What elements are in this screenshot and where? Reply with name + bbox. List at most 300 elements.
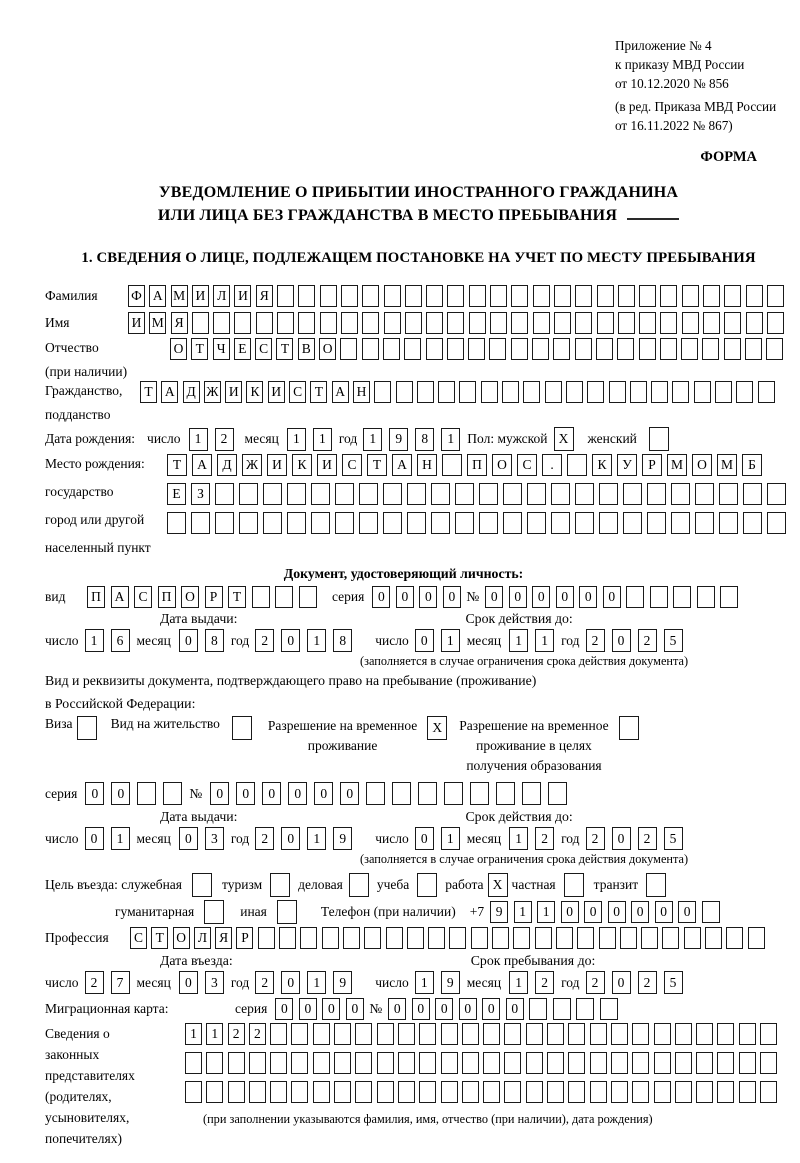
char-cell[interactable]: Т xyxy=(310,381,327,403)
char-cell[interactable] xyxy=(724,285,741,307)
purpose-study-checkbox[interactable] xyxy=(417,873,437,897)
char-cell[interactable] xyxy=(277,312,294,334)
birth-place-cells-row3[interactable] xyxy=(167,512,791,534)
char-cell[interactable] xyxy=(334,1052,351,1074)
char-cell[interactable]: 0 xyxy=(482,998,500,1020)
char-cell[interactable] xyxy=(258,927,275,949)
char-cell[interactable] xyxy=(279,927,296,949)
char-cell[interactable]: Т xyxy=(228,586,246,608)
char-cell[interactable]: П xyxy=(158,586,176,608)
char-cell[interactable]: 2 xyxy=(586,827,605,850)
char-cell[interactable] xyxy=(313,1081,330,1103)
char-cell[interactable]: 1 xyxy=(185,1023,202,1045)
char-cell[interactable] xyxy=(362,285,379,307)
char-cell[interactable] xyxy=(239,512,258,534)
char-cell[interactable]: С xyxy=(130,927,147,949)
char-cell[interactable] xyxy=(596,338,613,360)
char-cell[interactable]: 5 xyxy=(664,827,683,850)
char-cell[interactable] xyxy=(426,338,443,360)
char-cell[interactable] xyxy=(355,1023,372,1045)
char-cell[interactable] xyxy=(767,285,784,307)
char-cell[interactable] xyxy=(291,1081,308,1103)
char-cell[interactable]: И xyxy=(225,381,242,403)
char-cell[interactable]: 0 xyxy=(612,827,631,850)
char-cell[interactable] xyxy=(568,1081,585,1103)
char-cell[interactable] xyxy=(554,312,571,334)
char-cell[interactable]: 0 xyxy=(556,586,574,608)
char-cell[interactable] xyxy=(684,927,701,949)
char-cell[interactable] xyxy=(617,338,634,360)
char-cell[interactable] xyxy=(654,1023,671,1045)
char-cell[interactable]: О xyxy=(492,454,512,476)
char-cell[interactable] xyxy=(647,483,666,505)
char-cell[interactable] xyxy=(696,1052,713,1074)
char-cell[interactable] xyxy=(419,1081,436,1103)
entry-year-cells[interactable] xyxy=(255,971,359,994)
legal-reps-cells-row1[interactable] xyxy=(185,1023,781,1045)
char-cell[interactable]: А xyxy=(161,381,178,403)
char-cell[interactable] xyxy=(483,1081,500,1103)
char-cell[interactable] xyxy=(462,1023,479,1045)
char-cell[interactable] xyxy=(547,1081,564,1103)
char-cell[interactable]: 9 xyxy=(490,901,508,923)
char-cell[interactable]: 0 xyxy=(584,901,602,923)
char-cell[interactable] xyxy=(215,512,234,534)
char-cell[interactable]: 9 xyxy=(441,971,460,994)
char-cell[interactable] xyxy=(717,1052,734,1074)
char-cell[interactable] xyxy=(362,338,379,360)
char-cell[interactable]: 1 xyxy=(307,629,326,652)
char-cell[interactable]: О xyxy=(692,454,712,476)
char-cell[interactable] xyxy=(547,1052,564,1074)
char-cell[interactable] xyxy=(447,285,464,307)
char-cell[interactable]: И xyxy=(128,312,145,334)
purpose-tourism-checkbox[interactable] xyxy=(270,873,290,897)
char-cell[interactable] xyxy=(287,483,306,505)
char-cell[interactable] xyxy=(681,338,698,360)
char-cell[interactable] xyxy=(335,512,354,534)
char-cell[interactable]: К xyxy=(292,454,312,476)
char-cell[interactable] xyxy=(398,1052,415,1074)
char-cell[interactable] xyxy=(206,1081,223,1103)
char-cell[interactable] xyxy=(313,1052,330,1074)
purpose-private-checkbox[interactable] xyxy=(564,873,584,897)
char-cell[interactable]: О xyxy=(181,586,199,608)
char-cell[interactable] xyxy=(767,512,786,534)
char-cell[interactable] xyxy=(682,285,699,307)
char-cell[interactable] xyxy=(249,1081,266,1103)
char-cell[interactable]: 0 xyxy=(459,998,477,1020)
char-cell[interactable] xyxy=(213,312,230,334)
char-cell[interactable]: 0 xyxy=(322,998,340,1020)
char-cell[interactable]: Е xyxy=(167,483,186,505)
char-cell[interactable]: Ч xyxy=(213,338,230,360)
char-cell[interactable]: П xyxy=(87,586,105,608)
char-cell[interactable] xyxy=(320,312,337,334)
char-cell[interactable] xyxy=(660,285,677,307)
char-cell[interactable]: 1 xyxy=(307,971,326,994)
char-cell[interactable]: В xyxy=(298,338,315,360)
char-cell[interactable]: 0 xyxy=(412,998,430,1020)
char-cell[interactable] xyxy=(215,483,234,505)
char-cell[interactable]: И xyxy=(268,381,285,403)
char-cell[interactable]: Т xyxy=(140,381,157,403)
char-cell[interactable] xyxy=(529,998,547,1020)
char-cell[interactable] xyxy=(438,381,455,403)
char-cell[interactable] xyxy=(291,1052,308,1074)
char-cell[interactable]: К xyxy=(592,454,612,476)
char-cell[interactable] xyxy=(384,312,401,334)
char-cell[interactable]: Ж xyxy=(204,381,221,403)
char-cell[interactable]: 0 xyxy=(443,586,461,608)
char-cell[interactable] xyxy=(553,338,570,360)
char-cell[interactable]: 0 xyxy=(655,901,673,923)
char-cell[interactable]: 1 xyxy=(537,901,555,923)
char-cell[interactable]: 0 xyxy=(485,586,503,608)
legal-reps-cells-row3[interactable] xyxy=(185,1081,781,1103)
char-cell[interactable] xyxy=(597,312,614,334)
char-cell[interactable] xyxy=(567,454,587,476)
char-cell[interactable] xyxy=(335,483,354,505)
legal-reps-cells-row2[interactable] xyxy=(185,1052,781,1074)
char-cell[interactable] xyxy=(694,381,711,403)
char-cell[interactable] xyxy=(459,381,476,403)
char-cell[interactable] xyxy=(566,381,583,403)
citizenship-cells[interactable] xyxy=(140,381,779,403)
char-cell[interactable] xyxy=(726,927,743,949)
char-cell[interactable]: 0 xyxy=(388,998,406,1020)
char-cell[interactable] xyxy=(469,285,486,307)
char-cell[interactable] xyxy=(660,312,677,334)
visa-checkbox[interactable] xyxy=(77,716,97,740)
char-cell[interactable]: М xyxy=(667,454,687,476)
char-cell[interactable] xyxy=(675,1023,692,1045)
char-cell[interactable]: 2 xyxy=(638,827,657,850)
char-cell[interactable]: Т xyxy=(367,454,387,476)
char-cell[interactable]: 0 xyxy=(506,998,524,1020)
char-cell[interactable]: 0 xyxy=(236,782,255,805)
char-cell[interactable] xyxy=(533,285,550,307)
char-cell[interactable] xyxy=(719,483,738,505)
char-cell[interactable] xyxy=(745,338,762,360)
char-cell[interactable] xyxy=(630,381,647,403)
right-issue-month-cells[interactable] xyxy=(179,827,231,850)
char-cell[interactable]: 2 xyxy=(586,971,605,994)
char-cell[interactable] xyxy=(703,312,720,334)
char-cell[interactable] xyxy=(705,927,722,949)
char-cell[interactable]: 2 xyxy=(255,827,274,850)
char-cell[interactable] xyxy=(695,512,714,534)
char-cell[interactable] xyxy=(554,285,571,307)
char-cell[interactable] xyxy=(441,1023,458,1045)
char-cell[interactable] xyxy=(587,381,604,403)
char-cell[interactable]: М xyxy=(149,312,166,334)
sex-female-checkbox[interactable] xyxy=(649,427,669,451)
char-cell[interactable] xyxy=(739,1052,756,1074)
char-cell[interactable] xyxy=(590,1081,607,1103)
char-cell[interactable] xyxy=(270,1081,287,1103)
char-cell[interactable]: 1 xyxy=(111,827,130,850)
char-cell[interactable] xyxy=(766,338,783,360)
phone-cells[interactable] xyxy=(490,901,725,923)
char-cell[interactable] xyxy=(743,483,762,505)
char-cell[interactable]: 2 xyxy=(638,971,657,994)
char-cell[interactable] xyxy=(600,998,618,1020)
char-cell[interactable] xyxy=(556,927,573,949)
char-cell[interactable] xyxy=(263,512,282,534)
char-cell[interactable] xyxy=(748,927,765,949)
purpose-transit-checkbox[interactable] xyxy=(646,873,666,897)
char-cell[interactable] xyxy=(479,512,498,534)
char-cell[interactable] xyxy=(746,312,763,334)
char-cell[interactable] xyxy=(675,1052,692,1074)
char-cell[interactable]: И xyxy=(234,285,251,307)
char-cell[interactable]: А xyxy=(111,586,129,608)
char-cell[interactable]: 0 xyxy=(419,586,437,608)
id-series-cells[interactable] xyxy=(372,586,466,608)
mig-series-cells[interactable] xyxy=(275,998,369,1020)
char-cell[interactable] xyxy=(696,1023,713,1045)
char-cell[interactable] xyxy=(526,1052,543,1074)
surname-cells[interactable] xyxy=(128,285,788,307)
char-cell[interactable] xyxy=(513,927,530,949)
char-cell[interactable] xyxy=(533,312,550,334)
char-cell[interactable] xyxy=(185,1052,202,1074)
char-cell[interactable] xyxy=(639,338,656,360)
char-cell[interactable]: М xyxy=(171,285,188,307)
char-cell[interactable] xyxy=(449,927,466,949)
char-cell[interactable] xyxy=(632,1081,649,1103)
char-cell[interactable] xyxy=(527,512,546,534)
char-cell[interactable]: Р xyxy=(236,927,253,949)
char-cell[interactable]: И xyxy=(267,454,287,476)
char-cell[interactable] xyxy=(715,381,732,403)
char-cell[interactable] xyxy=(341,285,358,307)
purpose-official-checkbox[interactable] xyxy=(192,873,212,897)
char-cell[interactable] xyxy=(551,512,570,534)
birth-year-cells[interactable] xyxy=(363,428,467,451)
char-cell[interactable]: 0 xyxy=(275,998,293,1020)
char-cell[interactable] xyxy=(455,483,474,505)
char-cell[interactable]: 0 xyxy=(281,827,300,850)
char-cell[interactable]: 8 xyxy=(333,629,352,652)
char-cell[interactable] xyxy=(407,927,424,949)
id-expiry-month-cells[interactable] xyxy=(509,629,561,652)
id-number-cells[interactable] xyxy=(485,586,744,608)
char-cell[interactable] xyxy=(632,1023,649,1045)
char-cell[interactable] xyxy=(377,1023,394,1045)
entry-day-cells[interactable] xyxy=(85,971,137,994)
char-cell[interactable]: 1 xyxy=(313,428,332,451)
char-cell[interactable] xyxy=(355,1052,372,1074)
char-cell[interactable] xyxy=(526,1081,543,1103)
char-cell[interactable] xyxy=(270,1023,287,1045)
mig-number-cells[interactable] xyxy=(388,998,623,1020)
char-cell[interactable] xyxy=(441,1052,458,1074)
char-cell[interactable] xyxy=(577,927,594,949)
char-cell[interactable] xyxy=(298,285,315,307)
char-cell[interactable] xyxy=(359,483,378,505)
profession-cells[interactable] xyxy=(130,927,769,949)
char-cell[interactable] xyxy=(386,927,403,949)
char-cell[interactable] xyxy=(675,1081,692,1103)
birth-month-cells[interactable] xyxy=(287,428,339,451)
char-cell[interactable]: 2 xyxy=(255,971,274,994)
char-cell[interactable]: 0 xyxy=(262,782,281,805)
char-cell[interactable]: 0 xyxy=(396,586,414,608)
char-cell[interactable] xyxy=(623,483,642,505)
char-cell[interactable] xyxy=(760,1023,777,1045)
char-cell[interactable]: . xyxy=(542,454,562,476)
char-cell[interactable] xyxy=(447,338,464,360)
temp-residence-checkbox[interactable]: X xyxy=(427,716,447,740)
char-cell[interactable] xyxy=(551,483,570,505)
char-cell[interactable] xyxy=(383,512,402,534)
char-cell[interactable] xyxy=(671,512,690,534)
char-cell[interactable]: П xyxy=(467,454,487,476)
char-cell[interactable] xyxy=(758,381,775,403)
char-cell[interactable] xyxy=(418,782,437,805)
char-cell[interactable] xyxy=(471,927,488,949)
char-cell[interactable] xyxy=(535,927,552,949)
char-cell[interactable] xyxy=(623,512,642,534)
char-cell[interactable]: 0 xyxy=(435,998,453,1020)
char-cell[interactable] xyxy=(384,285,401,307)
char-cell[interactable]: 0 xyxy=(85,827,104,850)
char-cell[interactable] xyxy=(545,381,562,403)
char-cell[interactable]: 9 xyxy=(389,428,408,451)
char-cell[interactable]: Л xyxy=(213,285,230,307)
sex-male-checkbox[interactable]: X xyxy=(554,427,574,451)
char-cell[interactable]: 2 xyxy=(535,827,554,850)
char-cell[interactable] xyxy=(575,512,594,534)
char-cell[interactable] xyxy=(441,1081,458,1103)
char-cell[interactable] xyxy=(341,312,358,334)
char-cell[interactable] xyxy=(489,338,506,360)
char-cell[interactable] xyxy=(322,927,339,949)
char-cell[interactable] xyxy=(405,285,422,307)
char-cell[interactable] xyxy=(239,483,258,505)
char-cell[interactable] xyxy=(639,285,656,307)
char-cell[interactable] xyxy=(736,381,753,403)
char-cell[interactable]: Л xyxy=(194,927,211,949)
char-cell[interactable] xyxy=(392,782,411,805)
char-cell[interactable] xyxy=(311,483,330,505)
char-cell[interactable]: А xyxy=(332,381,349,403)
char-cell[interactable]: 9 xyxy=(333,827,352,850)
char-cell[interactable] xyxy=(192,312,209,334)
char-cell[interactable]: 0 xyxy=(281,629,300,652)
char-cell[interactable] xyxy=(724,312,741,334)
char-cell[interactable] xyxy=(620,927,637,949)
char-cell[interactable] xyxy=(343,927,360,949)
char-cell[interactable]: Р xyxy=(205,586,223,608)
char-cell[interactable]: Н xyxy=(417,454,437,476)
char-cell[interactable]: О xyxy=(173,927,190,949)
char-cell[interactable] xyxy=(702,338,719,360)
char-cell[interactable] xyxy=(163,782,182,805)
char-cell[interactable] xyxy=(523,381,540,403)
char-cell[interactable]: 1 xyxy=(363,428,382,451)
char-cell[interactable]: 0 xyxy=(415,827,434,850)
char-cell[interactable]: 0 xyxy=(509,586,527,608)
char-cell[interactable]: 1 xyxy=(441,827,460,850)
char-cell[interactable]: 0 xyxy=(372,586,390,608)
stay-day-cells[interactable] xyxy=(415,971,467,994)
char-cell[interactable] xyxy=(590,1023,607,1045)
char-cell[interactable] xyxy=(405,312,422,334)
char-cell[interactable]: 1 xyxy=(287,428,306,451)
char-cell[interactable] xyxy=(568,1052,585,1074)
char-cell[interactable] xyxy=(527,483,546,505)
char-cell[interactable] xyxy=(275,586,293,608)
char-cell[interactable]: 0 xyxy=(340,782,359,805)
char-cell[interactable] xyxy=(185,1081,202,1103)
char-cell[interactable]: И xyxy=(317,454,337,476)
char-cell[interactable] xyxy=(334,1023,351,1045)
char-cell[interactable] xyxy=(364,927,381,949)
char-cell[interactable] xyxy=(695,483,714,505)
char-cell[interactable] xyxy=(299,586,317,608)
char-cell[interactable] xyxy=(249,1052,266,1074)
char-cell[interactable] xyxy=(599,927,616,949)
char-cell[interactable] xyxy=(300,927,317,949)
char-cell[interactable]: 2 xyxy=(535,971,554,994)
char-cell[interactable] xyxy=(639,312,656,334)
temp-residence-edu-checkbox[interactable] xyxy=(619,716,639,740)
char-cell[interactable] xyxy=(743,512,762,534)
char-cell[interactable] xyxy=(404,338,421,360)
purpose-other-checkbox[interactable] xyxy=(277,900,297,924)
char-cell[interactable]: 0 xyxy=(579,586,597,608)
char-cell[interactable] xyxy=(167,512,186,534)
char-cell[interactable] xyxy=(496,782,515,805)
id-expiry-year-cells[interactable] xyxy=(586,629,690,652)
char-cell[interactable]: 0 xyxy=(85,782,104,805)
char-cell[interactable] xyxy=(597,285,614,307)
char-cell[interactable]: Т xyxy=(167,454,187,476)
right-doc-number-cells[interactable] xyxy=(210,782,574,805)
char-cell[interactable]: 0 xyxy=(612,971,631,994)
char-cell[interactable]: 5 xyxy=(664,971,683,994)
char-cell[interactable] xyxy=(320,285,337,307)
id-issue-year-cells[interactable] xyxy=(255,629,359,652)
char-cell[interactable]: Я xyxy=(215,927,232,949)
char-cell[interactable]: 2 xyxy=(228,1023,245,1045)
char-cell[interactable] xyxy=(767,483,786,505)
char-cell[interactable]: 0 xyxy=(346,998,364,1020)
char-cell[interactable] xyxy=(355,1081,372,1103)
char-cell[interactable] xyxy=(263,483,282,505)
char-cell[interactable] xyxy=(611,1081,628,1103)
char-cell[interactable] xyxy=(431,512,450,534)
char-cell[interactable]: Е xyxy=(234,338,251,360)
char-cell[interactable]: 2 xyxy=(255,629,274,652)
char-cell[interactable] xyxy=(611,1052,628,1074)
char-cell[interactable] xyxy=(609,381,626,403)
char-cell[interactable] xyxy=(287,512,306,534)
char-cell[interactable] xyxy=(568,1023,585,1045)
char-cell[interactable] xyxy=(502,381,519,403)
char-cell[interactable] xyxy=(650,586,668,608)
char-cell[interactable] xyxy=(511,338,528,360)
char-cell[interactable] xyxy=(717,1023,734,1045)
purpose-humanitarian-checkbox[interactable] xyxy=(204,900,224,924)
char-cell[interactable] xyxy=(396,381,413,403)
char-cell[interactable]: 1 xyxy=(535,629,554,652)
char-cell[interactable]: С xyxy=(517,454,537,476)
char-cell[interactable]: 5 xyxy=(664,629,683,652)
